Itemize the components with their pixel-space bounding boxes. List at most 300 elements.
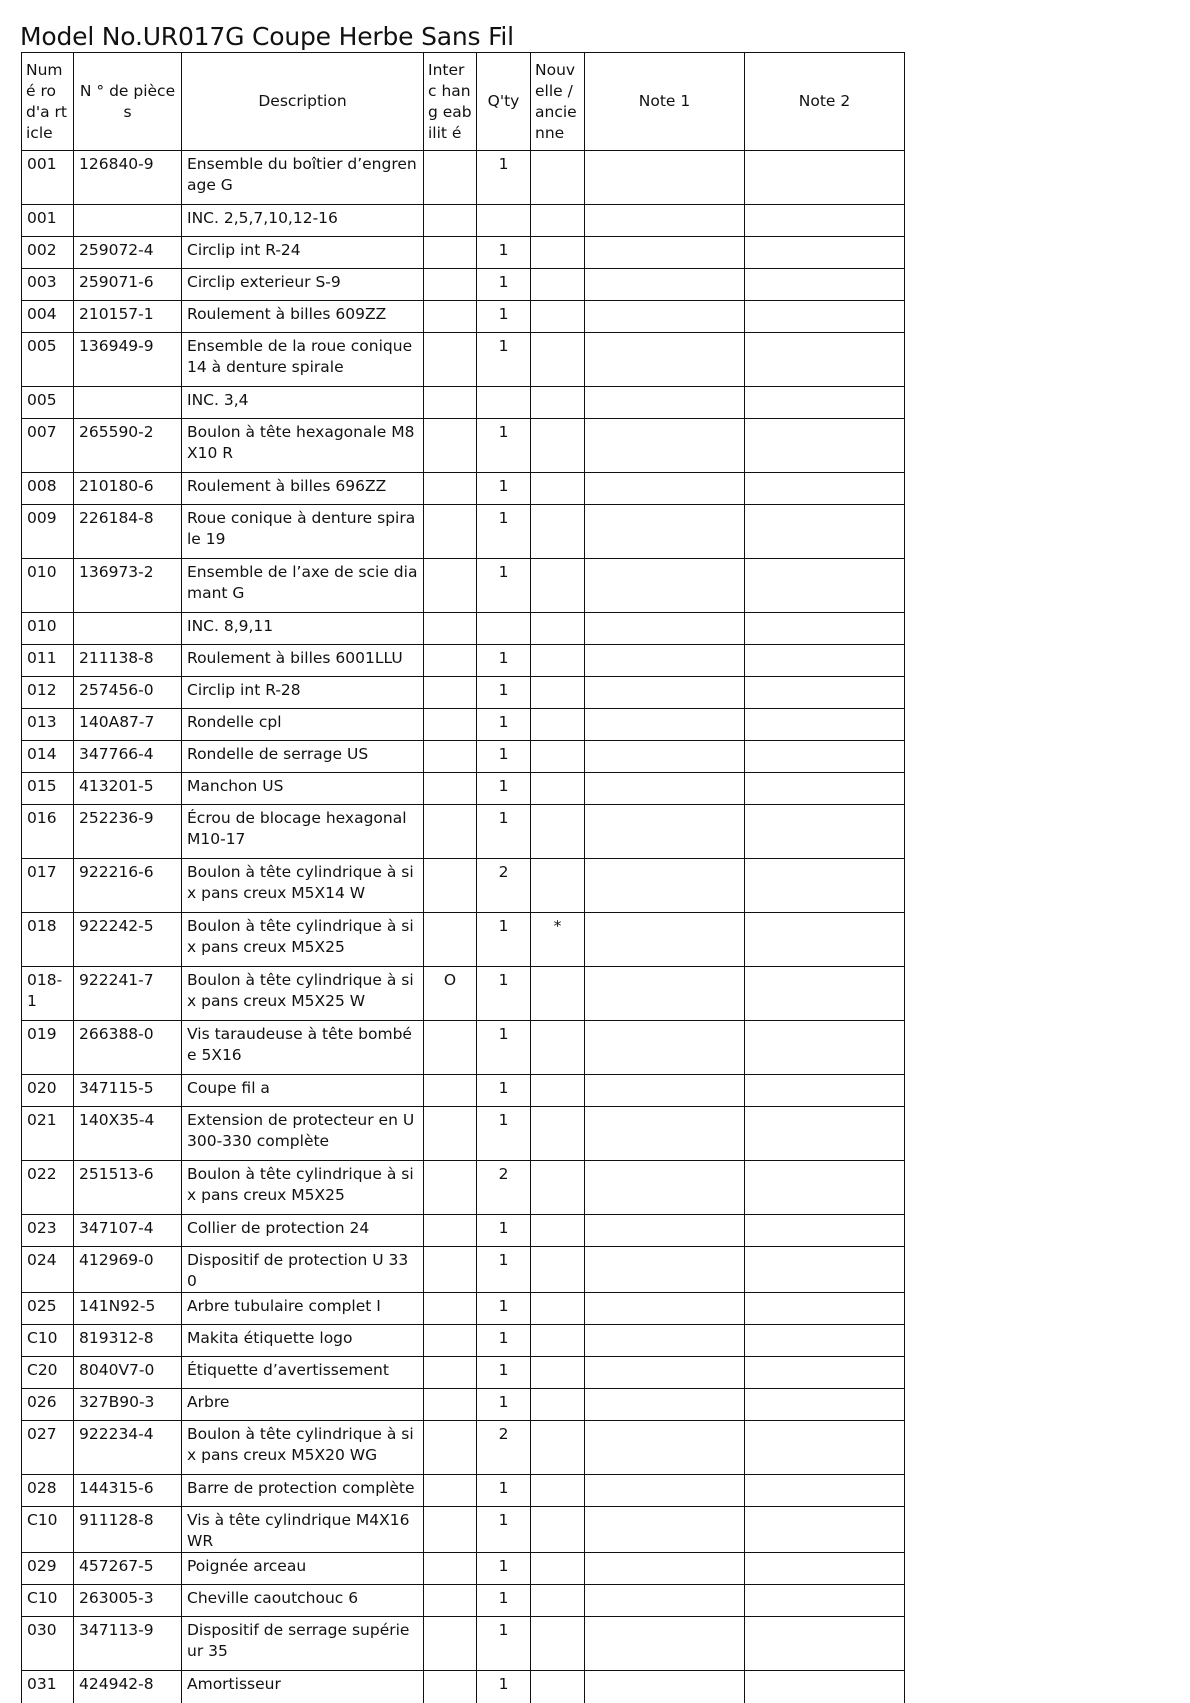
- cell-description: Ensemble de l’axe de scie diamant G: [182, 559, 424, 613]
- cell-qty: 2: [477, 859, 531, 913]
- cell-item-no: 010: [22, 613, 74, 645]
- cell-item-no: 027: [22, 1421, 74, 1475]
- cell-item-no: 028: [22, 1475, 74, 1507]
- cell-note-2: [745, 473, 905, 505]
- cell-interchangeability: [424, 1075, 477, 1107]
- table-row: [22, 613, 905, 645]
- cell-qty: 1: [477, 709, 531, 741]
- cell-new-old: [531, 1215, 585, 1247]
- cell-new-old: [531, 1507, 585, 1553]
- cell-item-no: 020: [22, 1075, 74, 1107]
- cell-description: Circlip int R-24: [182, 237, 424, 269]
- cell-note-1: [585, 1215, 745, 1247]
- cell-description: Roulement à billes 609ZZ: [182, 301, 424, 333]
- cell-item-no: 018: [22, 913, 74, 967]
- cell-interchangeability: [424, 741, 477, 773]
- cell-part-no: 347113-9: [74, 1617, 182, 1671]
- cell-part-no: 136949-9: [74, 333, 182, 387]
- cell-new-old: [531, 1161, 585, 1215]
- table-row: [22, 1075, 905, 1107]
- cell-qty: 1: [477, 967, 531, 1021]
- cell-note-1: [585, 773, 745, 805]
- cell-part-no: 327B90-3: [74, 1389, 182, 1421]
- cell-qty: 1: [477, 1021, 531, 1075]
- cell-item-no: 010: [22, 559, 74, 613]
- cell-new-old: [531, 1671, 585, 1703]
- cell-interchangeability: [424, 645, 477, 677]
- table-row: [22, 505, 905, 559]
- cell-note-2: [745, 269, 905, 301]
- cell-note-1: [585, 473, 745, 505]
- cell-description: Boulon à tête hexagonale M8X10 R: [182, 419, 424, 473]
- cell-part-no: 424942-8: [74, 1671, 182, 1703]
- cell-new-old: [531, 1107, 585, 1161]
- table-row: [22, 269, 905, 301]
- cell-note-1: [585, 205, 745, 237]
- cell-new-old: [531, 205, 585, 237]
- cell-description: Circlip exterieur S-9: [182, 269, 424, 301]
- cell-description: Rondelle de serrage US: [182, 741, 424, 773]
- cell-part-no: [74, 613, 182, 645]
- cell-item-no: 022: [22, 1161, 74, 1215]
- cell-description: Cheville caoutchouc 6: [182, 1585, 424, 1617]
- cell-item-no: 007: [22, 419, 74, 473]
- cell-description: Vis taraudeuse à tête bombée 5X16: [182, 1021, 424, 1075]
- cell-description: Ensemble de la roue conique 14 à denture spirale: [182, 333, 424, 387]
- cell-qty: 1: [477, 1357, 531, 1389]
- table-header-row: [22, 53, 905, 151]
- cell-new-old: [531, 419, 585, 473]
- cell-note-2: [745, 387, 905, 419]
- cell-part-no: 259071-6: [74, 269, 182, 301]
- cell-interchangeability: [424, 205, 477, 237]
- cell-interchangeability: [424, 473, 477, 505]
- cell-item-no: C10: [22, 1585, 74, 1617]
- cell-description: Poignée arceau: [182, 1553, 424, 1585]
- cell-interchangeability: [424, 1585, 477, 1617]
- cell-part-no: 211138-8: [74, 645, 182, 677]
- cell-interchangeability: [424, 913, 477, 967]
- table-row: [22, 709, 905, 741]
- table-row: [22, 1671, 905, 1703]
- cell-new-old: [531, 237, 585, 269]
- cell-qty: 1: [477, 805, 531, 859]
- cell-note-2: [745, 1475, 905, 1507]
- cell-note-2: [745, 1247, 905, 1293]
- cell-item-no: 016: [22, 805, 74, 859]
- cell-item-no: 025: [22, 1293, 74, 1325]
- cell-description: Dispositif de protection U 330: [182, 1247, 424, 1293]
- cell-item-no: 024: [22, 1247, 74, 1293]
- cell-part-no: 140X35-4: [74, 1107, 182, 1161]
- cell-new-old: [531, 967, 585, 1021]
- table-row: [22, 559, 905, 613]
- cell-new-old: [531, 1357, 585, 1389]
- cell-item-no: C10: [22, 1507, 74, 1553]
- cell-qty: 1: [477, 1507, 531, 1553]
- cell-part-no: 412969-0: [74, 1247, 182, 1293]
- cell-interchangeability: [424, 1325, 477, 1357]
- header-part-no: N ° de pièces: [74, 53, 182, 151]
- header-new-old: Nouv elle / ancie nne: [531, 53, 585, 151]
- cell-qty: 1: [477, 645, 531, 677]
- cell-new-old: [531, 151, 585, 205]
- cell-description: Coupe fil a: [182, 1075, 424, 1107]
- cell-note-2: [745, 1215, 905, 1247]
- table-row: [22, 1357, 905, 1389]
- cell-note-1: [585, 505, 745, 559]
- cell-qty: 1: [477, 773, 531, 805]
- cell-interchangeability: [424, 237, 477, 269]
- cell-interchangeability: [424, 1357, 477, 1389]
- table-row: [22, 677, 905, 709]
- cell-part-no: 922241-7: [74, 967, 182, 1021]
- cell-description: Arbre: [182, 1389, 424, 1421]
- header-item-no: Numé ro d'a rticle: [22, 53, 74, 151]
- cell-interchangeability: [424, 1247, 477, 1293]
- cell-part-no: [74, 387, 182, 419]
- cell-item-no: 017: [22, 859, 74, 913]
- cell-note-2: [745, 709, 905, 741]
- cell-interchangeability: [424, 1475, 477, 1507]
- cell-new-old: [531, 1553, 585, 1585]
- cell-interchangeability: [424, 301, 477, 333]
- cell-new-old: [531, 709, 585, 741]
- cell-description: Makita étiquette logo: [182, 1325, 424, 1357]
- cell-note-1: [585, 1553, 745, 1585]
- cell-note-2: [745, 1021, 905, 1075]
- cell-note-1: [585, 1421, 745, 1475]
- cell-part-no: 8040V7-0: [74, 1357, 182, 1389]
- cell-note-2: [745, 1585, 905, 1617]
- page-title: Model No.UR017G Coupe Herbe Sans Fil: [20, 22, 514, 51]
- cell-description: Roue conique à denture spirale 19: [182, 505, 424, 559]
- cell-note-2: [745, 1553, 905, 1585]
- cell-qty: 1: [477, 1617, 531, 1671]
- cell-new-old: [531, 805, 585, 859]
- cell-interchangeability: [424, 419, 477, 473]
- table-row: [22, 967, 905, 1021]
- cell-item-no: 005: [22, 387, 74, 419]
- cell-item-no: 018-1: [22, 967, 74, 1021]
- cell-note-2: [745, 559, 905, 613]
- cell-qty: 1: [477, 419, 531, 473]
- cell-new-old: [531, 1421, 585, 1475]
- cell-item-no: 002: [22, 237, 74, 269]
- cell-description: Boulon à tête cylindrique à six pans creux M5X20 WG: [182, 1421, 424, 1475]
- cell-interchangeability: [424, 1293, 477, 1325]
- cell-description: Boulon à tête cylindrique à six pans creux M5X25: [182, 1161, 424, 1215]
- table-row: [22, 913, 905, 967]
- cell-part-no: 347766-4: [74, 741, 182, 773]
- cell-note-1: [585, 269, 745, 301]
- cell-description: Étiquette d’avertissement: [182, 1357, 424, 1389]
- cell-qty: 1: [477, 505, 531, 559]
- cell-qty: 2: [477, 1161, 531, 1215]
- cell-description: INC. 3,4: [182, 387, 424, 419]
- cell-note-1: [585, 1617, 745, 1671]
- table-row: [22, 773, 905, 805]
- cell-item-no: 012: [22, 677, 74, 709]
- cell-interchangeability: [424, 709, 477, 741]
- table-row: [22, 1247, 905, 1293]
- cell-item-no: 014: [22, 741, 74, 773]
- table-row: [22, 1475, 905, 1507]
- cell-description: Boulon à tête cylindrique à six pans creux M5X25: [182, 913, 424, 967]
- table-row: [22, 333, 905, 387]
- cell-qty: 1: [477, 301, 531, 333]
- cell-interchangeability: [424, 1507, 477, 1553]
- cell-item-no: 004: [22, 301, 74, 333]
- cell-description: Rondelle cpl: [182, 709, 424, 741]
- cell-note-2: [745, 1421, 905, 1475]
- table-row: [22, 1325, 905, 1357]
- table-row: [22, 859, 905, 913]
- cell-description: Boulon à tête cylindrique à six pans creux M5X14 W: [182, 859, 424, 913]
- cell-qty: 1: [477, 1585, 531, 1617]
- cell-description: INC. 2,5,7,10,12-16: [182, 205, 424, 237]
- cell-part-no: 144315-6: [74, 1475, 182, 1507]
- header-note-2: Note 2: [745, 53, 905, 151]
- cell-qty: 1: [477, 1107, 531, 1161]
- cell-note-2: [745, 805, 905, 859]
- cell-new-old: [531, 859, 585, 913]
- cell-new-old: [531, 1075, 585, 1107]
- cell-description: Amortisseur: [182, 1671, 424, 1703]
- cell-note-2: [745, 301, 905, 333]
- cell-note-1: [585, 1075, 745, 1107]
- cell-part-no: 210157-1: [74, 301, 182, 333]
- cell-new-old: [531, 269, 585, 301]
- cell-part-no: 141N92-5: [74, 1293, 182, 1325]
- cell-part-no: 922216-6: [74, 859, 182, 913]
- cell-part-no: 263005-3: [74, 1585, 182, 1617]
- cell-note-2: [745, 1357, 905, 1389]
- cell-note-2: [745, 1389, 905, 1421]
- cell-interchangeability: [424, 559, 477, 613]
- cell-note-1: [585, 419, 745, 473]
- cell-description: Manchon US: [182, 773, 424, 805]
- header-description: Description: [182, 53, 424, 151]
- cell-part-no: 922242-5: [74, 913, 182, 967]
- cell-new-old: [531, 1389, 585, 1421]
- cell-new-old: [531, 1247, 585, 1293]
- cell-note-2: [745, 1107, 905, 1161]
- table-row: [22, 1421, 905, 1475]
- cell-note-2: [745, 741, 905, 773]
- cell-note-1: [585, 1475, 745, 1507]
- cell-note-2: [745, 645, 905, 677]
- cell-note-2: [745, 205, 905, 237]
- cell-item-no: 019: [22, 1021, 74, 1075]
- cell-note-2: [745, 505, 905, 559]
- cell-part-no: 252236-9: [74, 805, 182, 859]
- cell-note-1: [585, 333, 745, 387]
- cell-interchangeability: [424, 387, 477, 419]
- cell-note-1: [585, 151, 745, 205]
- cell-qty: 1: [477, 1475, 531, 1507]
- cell-interchangeability: [424, 1389, 477, 1421]
- cell-item-no: 003: [22, 269, 74, 301]
- cell-qty: 1: [477, 913, 531, 967]
- table-row: [22, 1107, 905, 1161]
- cell-new-old: [531, 1475, 585, 1507]
- cell-interchangeability: [424, 505, 477, 559]
- cell-note-1: [585, 1161, 745, 1215]
- cell-qty: 1: [477, 559, 531, 613]
- cell-note-1: [585, 677, 745, 709]
- cell-part-no: 347107-4: [74, 1215, 182, 1247]
- cell-part-no: 413201-5: [74, 773, 182, 805]
- cell-note-1: [585, 301, 745, 333]
- cell-qty: 2: [477, 1421, 531, 1475]
- cell-qty: [477, 387, 531, 419]
- cell-new-old: [531, 333, 585, 387]
- cell-item-no: 023: [22, 1215, 74, 1247]
- cell-qty: 1: [477, 1215, 531, 1247]
- cell-part-no: 819312-8: [74, 1325, 182, 1357]
- header-qty: Q'ty: [477, 53, 531, 151]
- cell-note-2: [745, 859, 905, 913]
- cell-qty: 1: [477, 741, 531, 773]
- cell-note-1: [585, 613, 745, 645]
- cell-qty: 1: [477, 1293, 531, 1325]
- table-row: [22, 1021, 905, 1075]
- cell-qty: 1: [477, 1325, 531, 1357]
- table-row: [22, 805, 905, 859]
- table-row: [22, 1617, 905, 1671]
- cell-note-2: [745, 333, 905, 387]
- cell-note-1: [585, 709, 745, 741]
- cell-note-1: [585, 741, 745, 773]
- cell-interchangeability: [424, 613, 477, 645]
- cell-item-no: 005: [22, 333, 74, 387]
- table-row: [22, 1215, 905, 1247]
- table-row: [22, 419, 905, 473]
- table-row: [22, 205, 905, 237]
- cell-description: Arbre tubulaire complet I: [182, 1293, 424, 1325]
- cell-qty: 1: [477, 237, 531, 269]
- cell-item-no: 030: [22, 1617, 74, 1671]
- cell-part-no: 126840-9: [74, 151, 182, 205]
- cell-item-no: 013: [22, 709, 74, 741]
- cell-new-old: [531, 645, 585, 677]
- cell-description: Roulement à billes 696ZZ: [182, 473, 424, 505]
- cell-new-old: [531, 1293, 585, 1325]
- cell-part-no: [74, 205, 182, 237]
- cell-interchangeability: [424, 1215, 477, 1247]
- cell-note-1: [585, 805, 745, 859]
- cell-qty: 1: [477, 473, 531, 505]
- table-row: [22, 1585, 905, 1617]
- cell-interchangeability: [424, 1021, 477, 1075]
- cell-item-no: 026: [22, 1389, 74, 1421]
- table-row: [22, 387, 905, 419]
- cell-part-no: 251513-6: [74, 1161, 182, 1215]
- cell-note-2: [745, 913, 905, 967]
- cell-description: Vis à tête cylindrique M4X16 WR: [182, 1507, 424, 1553]
- cell-description: Ensemble du boîtier d’engrenage G: [182, 151, 424, 205]
- cell-interchangeability: [424, 859, 477, 913]
- cell-description: Roulement à billes 6001LLU: [182, 645, 424, 677]
- cell-item-no: 031: [22, 1671, 74, 1703]
- cell-new-old: [531, 1617, 585, 1671]
- cell-interchangeability: [424, 333, 477, 387]
- cell-note-2: [745, 151, 905, 205]
- cell-item-no: 001: [22, 205, 74, 237]
- cell-note-1: [585, 1021, 745, 1075]
- cell-description: Écrou de blocage hexagonal M10-17: [182, 805, 424, 859]
- cell-new-old: [531, 613, 585, 645]
- cell-part-no: 911128-8: [74, 1507, 182, 1553]
- cell-description: Barre de protection complète: [182, 1475, 424, 1507]
- cell-qty: 1: [477, 1553, 531, 1585]
- cell-note-2: [745, 1325, 905, 1357]
- cell-interchangeability: [424, 151, 477, 205]
- parts-table: [21, 52, 905, 1703]
- cell-note-1: [585, 1507, 745, 1553]
- cell-new-old: [531, 1325, 585, 1357]
- cell-interchangeability: [424, 1161, 477, 1215]
- cell-note-1: [585, 859, 745, 913]
- cell-note-1: [585, 387, 745, 419]
- cell-item-no: 009: [22, 505, 74, 559]
- cell-description: Dispositif de serrage supérieur 35: [182, 1617, 424, 1671]
- cell-note-1: [585, 1585, 745, 1617]
- table-row: [22, 1553, 905, 1585]
- table-row: [22, 645, 905, 677]
- table-row: [22, 237, 905, 269]
- cell-qty: [477, 613, 531, 645]
- cell-description: Boulon à tête cylindrique à six pans creux M5X25 W: [182, 967, 424, 1021]
- cell-qty: 1: [477, 1389, 531, 1421]
- cell-interchangeability: O: [424, 967, 477, 1021]
- cell-description: INC. 8,9,11: [182, 613, 424, 645]
- cell-item-no: C20: [22, 1357, 74, 1389]
- cell-note-1: [585, 967, 745, 1021]
- cell-new-old: [531, 559, 585, 613]
- cell-qty: 1: [477, 1247, 531, 1293]
- cell-part-no: 347115-5: [74, 1075, 182, 1107]
- table-row: [22, 741, 905, 773]
- table-row: [22, 151, 905, 205]
- cell-note-2: [745, 967, 905, 1021]
- cell-note-2: [745, 419, 905, 473]
- table-row: [22, 1293, 905, 1325]
- cell-qty: 1: [477, 333, 531, 387]
- cell-note-1: [585, 559, 745, 613]
- cell-new-old: [531, 387, 585, 419]
- cell-part-no: 922234-4: [74, 1421, 182, 1475]
- cell-interchangeability: [424, 677, 477, 709]
- header-interchangeability: Interc hang eabilit é: [424, 53, 477, 151]
- cell-interchangeability: [424, 1671, 477, 1703]
- cell-note-1: [585, 1389, 745, 1421]
- table-row: [22, 1161, 905, 1215]
- cell-note-1: [585, 237, 745, 269]
- cell-interchangeability: [424, 1617, 477, 1671]
- cell-item-no: C10: [22, 1325, 74, 1357]
- cell-new-old: [531, 301, 585, 333]
- cell-note-1: [585, 1357, 745, 1389]
- cell-part-no: 457267-5: [74, 1553, 182, 1585]
- cell-note-2: [745, 1293, 905, 1325]
- table-row: [22, 1389, 905, 1421]
- cell-qty: 1: [477, 677, 531, 709]
- cell-new-old: [531, 1021, 585, 1075]
- header-note-1: Note 1: [585, 53, 745, 151]
- cell-new-old: *: [531, 913, 585, 967]
